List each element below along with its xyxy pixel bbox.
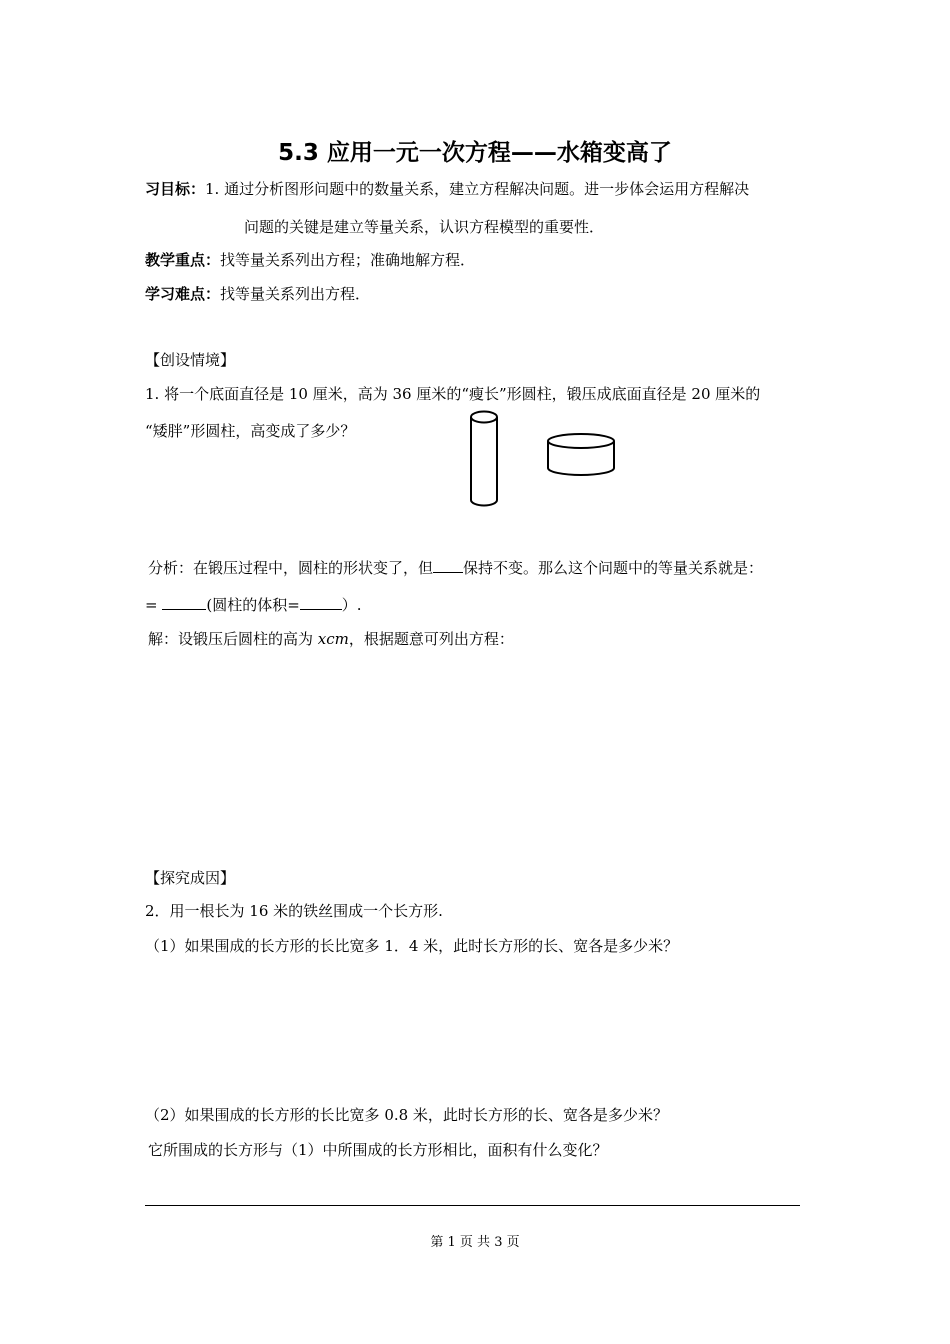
- equation-close: ）.: [341, 596, 362, 614]
- key-point-label: 教学重点：: [145, 251, 221, 269]
- equation-line: [145, 594, 362, 615]
- question-3: 它所围成的长方形与（1）中所围成的长方形相比，面积有什么变化？: [148, 1141, 608, 1159]
- key-point: [145, 249, 475, 270]
- section2-heading: 【探究成因】: [145, 869, 236, 887]
- page-title: 5.3 应用一元一次方程——水箱变高了: [278, 140, 672, 166]
- analysis-text-a: 分析：在锻压过程中，圆柱的形状变了，但: [148, 559, 434, 577]
- blank-volume-formula[interactable]: [300, 595, 342, 610]
- page-footer: 第 1 页 共 3 页: [430, 1235, 520, 1250]
- short-cylinder-figure: [543, 429, 619, 481]
- solution-text-b: ，根据题意可列出方程：: [348, 630, 514, 648]
- blank-equation-left[interactable]: [162, 595, 206, 610]
- difficulty: [145, 283, 370, 304]
- question-2: （2）如果围成的长方形的长比宽多 0.8 米，此时长方形的长、宽各是多少米？: [145, 1106, 668, 1124]
- analysis-line: [148, 557, 763, 578]
- objectives-text-1: 1. 通过分析图形问题中的数量关系，建立方程解决问题。进一步体会运用方程解决: [205, 180, 750, 198]
- objectives-line1: [145, 178, 749, 199]
- problem1-line2: “矮胖”形圆柱，高变成了多少？: [145, 422, 356, 440]
- key-point-text: 找等量关系列出方程；准确地解方程．: [220, 251, 476, 269]
- objectives-line2: 问题的关键是建立等量关系，认识方程模型的重要性．: [244, 218, 605, 236]
- problem2: 2．用一根长为 16 米的铁丝围成一个长方形.: [145, 902, 443, 920]
- equation-equals: =: [145, 596, 158, 614]
- section1-heading: 【创设情境】: [145, 351, 236, 369]
- solution-text-a: 解：设锻压后圆柱的高为: [148, 630, 318, 648]
- blank-invariant[interactable]: [433, 558, 463, 573]
- solution-variable: xcm: [317, 630, 349, 648]
- analysis-text-b: 保持不变。那么这个问题中的等量关系就是：: [463, 559, 764, 577]
- difficulty-label: 学习难点：: [145, 285, 221, 303]
- difficulty-text: 找等量关系列出方程．: [220, 285, 371, 303]
- question-1: （1）如果围成的长方形的长比宽多 1．4 米，此时长方形的长、宽各是多少米？: [145, 937, 679, 955]
- footer-divider: [145, 1205, 800, 1206]
- equation-volume-label: (圆柱的体积=: [206, 596, 300, 614]
- objectives-label: 习目标：: [145, 180, 206, 198]
- problem1-line1: 1. 将一个底面直径是 10 厘米，高为 36 厘米的“瘦长”形圆柱，锻压成底面直径是 20 厘米的: [145, 385, 761, 403]
- solution-line: [148, 628, 514, 649]
- tall-cylinder-figure: [465, 408, 505, 510]
